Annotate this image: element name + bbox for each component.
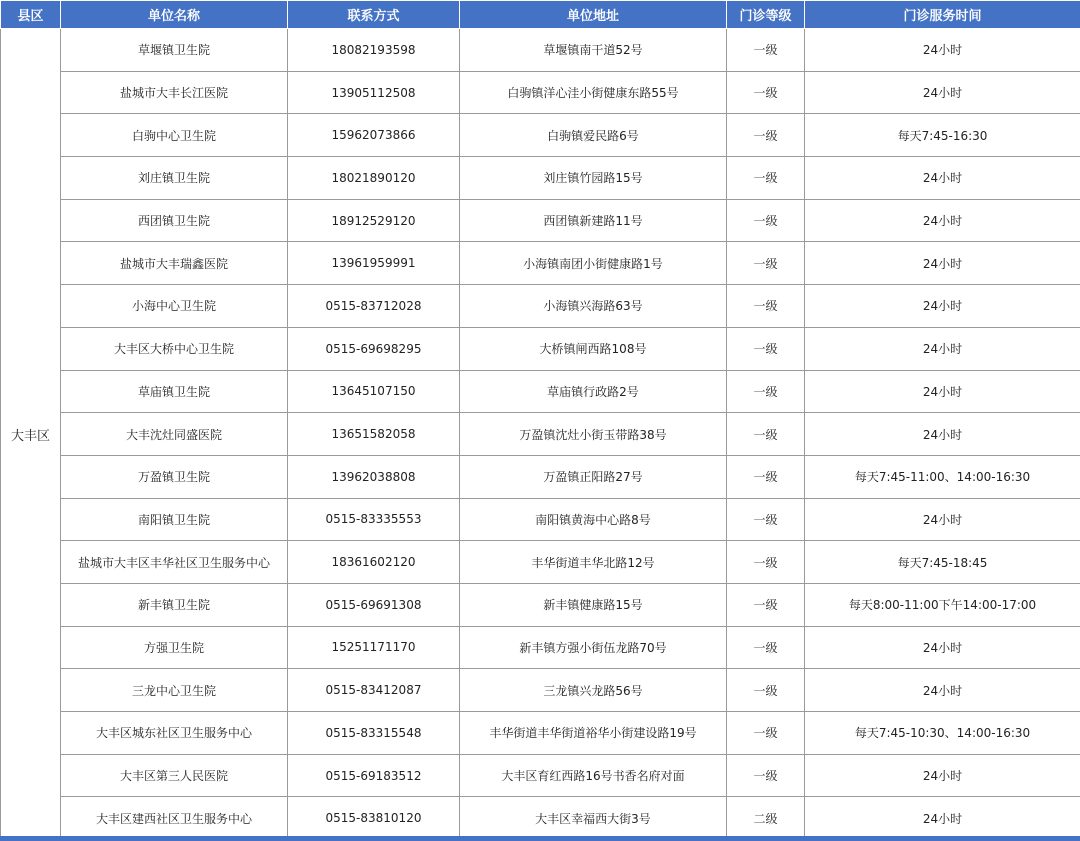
header-row [1,1,1080,29]
address-cell: 丰华街道丰华北路12号 [460,541,727,584]
phone-cell: 13905112508 [288,71,460,114]
unit-name-cell: 大丰沈灶同盛医院 [61,413,288,456]
level-cell: 一级 [727,583,805,626]
level-cell: 一级 [727,29,805,72]
phone-cell: 0515-69183512 [288,754,460,797]
address-cell: 三龙镇兴龙路56号 [460,669,727,712]
unit-name-cell: 方强卫生院 [61,626,288,669]
header-unit-name: 单位名称 [61,1,288,29]
address-cell: 新丰镇方强小街伍龙路70号 [460,626,727,669]
table-row [1,157,1080,200]
hours-cell: 每天7:45-18:45 [805,541,1080,584]
address-cell: 小海镇南团小街健康路1号 [460,242,727,285]
unit-name-cell: 万盈镇卫生院 [61,455,288,498]
table-row [1,498,1080,541]
address-cell: 白驹镇爱民路6号 [460,114,727,157]
table-row [1,712,1080,755]
level-cell: 二级 [727,797,805,840]
address-cell: 草庙镇行政路2号 [460,370,727,413]
hours-cell: 每天8:00-11:00下午14:00-17:00 [805,583,1080,626]
unit-name-cell: 盐城市大丰长江医院 [61,71,288,114]
phone-cell: 18361602120 [288,541,460,584]
phone-cell: 18082193598 [288,29,460,72]
level-cell: 一级 [727,754,805,797]
table-row [1,413,1080,456]
hours-cell: 24小时 [805,413,1080,456]
address-cell: 新丰镇健康路15号 [460,583,727,626]
unit-name-cell: 大丰区第三人民医院 [61,754,288,797]
table-row [1,541,1080,584]
address-cell: 大丰区育红西路16号书香名府对面 [460,754,727,797]
header-contact: 联系方式 [288,1,460,29]
table-row [1,370,1080,413]
phone-cell: 13961959991 [288,242,460,285]
table-row [1,199,1080,242]
hours-cell: 24小时 [805,327,1080,370]
header-address: 单位地址 [460,1,727,29]
hours-cell: 每天7:45-11:00、14:00-16:30 [805,455,1080,498]
table-row [1,754,1080,797]
table-row [1,29,1080,72]
table-row [1,797,1080,840]
hours-cell: 24小时 [805,71,1080,114]
phone-cell: 0515-69691308 [288,583,460,626]
header-county: 县区 [1,1,61,29]
phone-cell: 0515-83335553 [288,498,460,541]
level-cell: 一级 [727,413,805,456]
table-row [1,455,1080,498]
hours-cell: 24小时 [805,754,1080,797]
address-cell: 刘庄镇竹园路15号 [460,157,727,200]
header-service-hours: 门诊服务时间 [805,1,1080,29]
hours-cell: 24小时 [805,29,1080,72]
table-row [1,583,1080,626]
table-body [1,29,1080,840]
hours-cell: 24小时 [805,797,1080,840]
phone-cell: 13651582058 [288,413,460,456]
phone-cell: 13645107150 [288,370,460,413]
header-clinic-level: 门诊等级 [727,1,805,29]
table-row [1,242,1080,285]
phone-cell: 0515-83412087 [288,669,460,712]
unit-name-cell: 盐城市大丰瑞鑫医院 [61,242,288,285]
level-cell: 一级 [727,285,805,328]
hours-cell: 24小时 [805,157,1080,200]
level-cell: 一级 [727,199,805,242]
hours-cell: 24小时 [805,370,1080,413]
address-cell: 大桥镇闸西路108号 [460,327,727,370]
unit-name-cell: 新丰镇卫生院 [61,583,288,626]
phone-cell: 13962038808 [288,455,460,498]
level-cell: 一级 [727,626,805,669]
address-cell: 草堰镇南干道52号 [460,29,727,72]
level-cell: 一级 [727,114,805,157]
phone-cell: 0515-83315548 [288,712,460,755]
hours-cell: 24小时 [805,199,1080,242]
hours-cell: 24小时 [805,669,1080,712]
level-cell: 一级 [727,242,805,285]
address-cell: 南阳镇黄海中心路8号 [460,498,727,541]
phone-cell: 0515-69698295 [288,327,460,370]
phone-cell: 0515-83810120 [288,797,460,840]
table-row [1,285,1080,328]
address-cell: 小海镇兴海路63号 [460,285,727,328]
hours-cell: 24小时 [805,242,1080,285]
table-row [1,626,1080,669]
hours-cell: 每天7:45-10:30、14:00-16:30 [805,712,1080,755]
table-row [1,327,1080,370]
level-cell: 一级 [727,455,805,498]
address-cell: 丰华街道丰华街道裕华小街建设路19号 [460,712,727,755]
phone-cell: 18912529120 [288,199,460,242]
hours-cell: 每天7:45-16:30 [805,114,1080,157]
level-cell: 一级 [727,541,805,584]
level-cell: 一级 [727,71,805,114]
level-cell: 一级 [727,327,805,370]
address-cell: 万盈镇沈灶小街玉带路38号 [460,413,727,456]
address-cell: 白驹镇洋心洼小街健康东路55号 [460,71,727,114]
level-cell: 一级 [727,157,805,200]
address-cell: 西团镇新建路11号 [460,199,727,242]
table-row [1,114,1080,157]
unit-name-cell: 盐城市大丰区丰华社区卫生服务中心 [61,541,288,584]
unit-name-cell: 大丰区大桥中心卫生院 [61,327,288,370]
unit-name-cell: 刘庄镇卫生院 [61,157,288,200]
bottom-bar [0,836,1080,841]
level-cell: 一级 [727,669,805,712]
phone-cell: 15962073866 [288,114,460,157]
level-cell: 一级 [727,498,805,541]
unit-name-cell: 西团镇卫生院 [61,199,288,242]
phone-cell: 15251171170 [288,626,460,669]
county-cell: 大丰区 [1,29,61,840]
address-cell: 大丰区幸福西大街3号 [460,797,727,840]
unit-name-cell: 草庙镇卫生院 [61,370,288,413]
unit-name-cell: 草堰镇卫生院 [61,29,288,72]
unit-name-cell: 大丰区建西社区卫生服务中心 [61,797,288,840]
phone-cell: 18021890120 [288,157,460,200]
hours-cell: 24小时 [805,285,1080,328]
level-cell: 一级 [727,712,805,755]
hours-cell: 24小时 [805,626,1080,669]
unit-name-cell: 白驹中心卫生院 [61,114,288,157]
phone-cell: 0515-83712028 [288,285,460,328]
table-row [1,669,1080,712]
unit-name-cell: 南阳镇卫生院 [61,498,288,541]
unit-name-cell: 三龙中心卫生院 [61,669,288,712]
level-cell: 一级 [727,370,805,413]
address-cell: 万盈镇正阳路27号 [460,455,727,498]
unit-name-cell: 大丰区城东社区卫生服务中心 [61,712,288,755]
table-row [1,71,1080,114]
hours-cell: 24小时 [805,498,1080,541]
unit-name-cell: 小海中心卫生院 [61,285,288,328]
